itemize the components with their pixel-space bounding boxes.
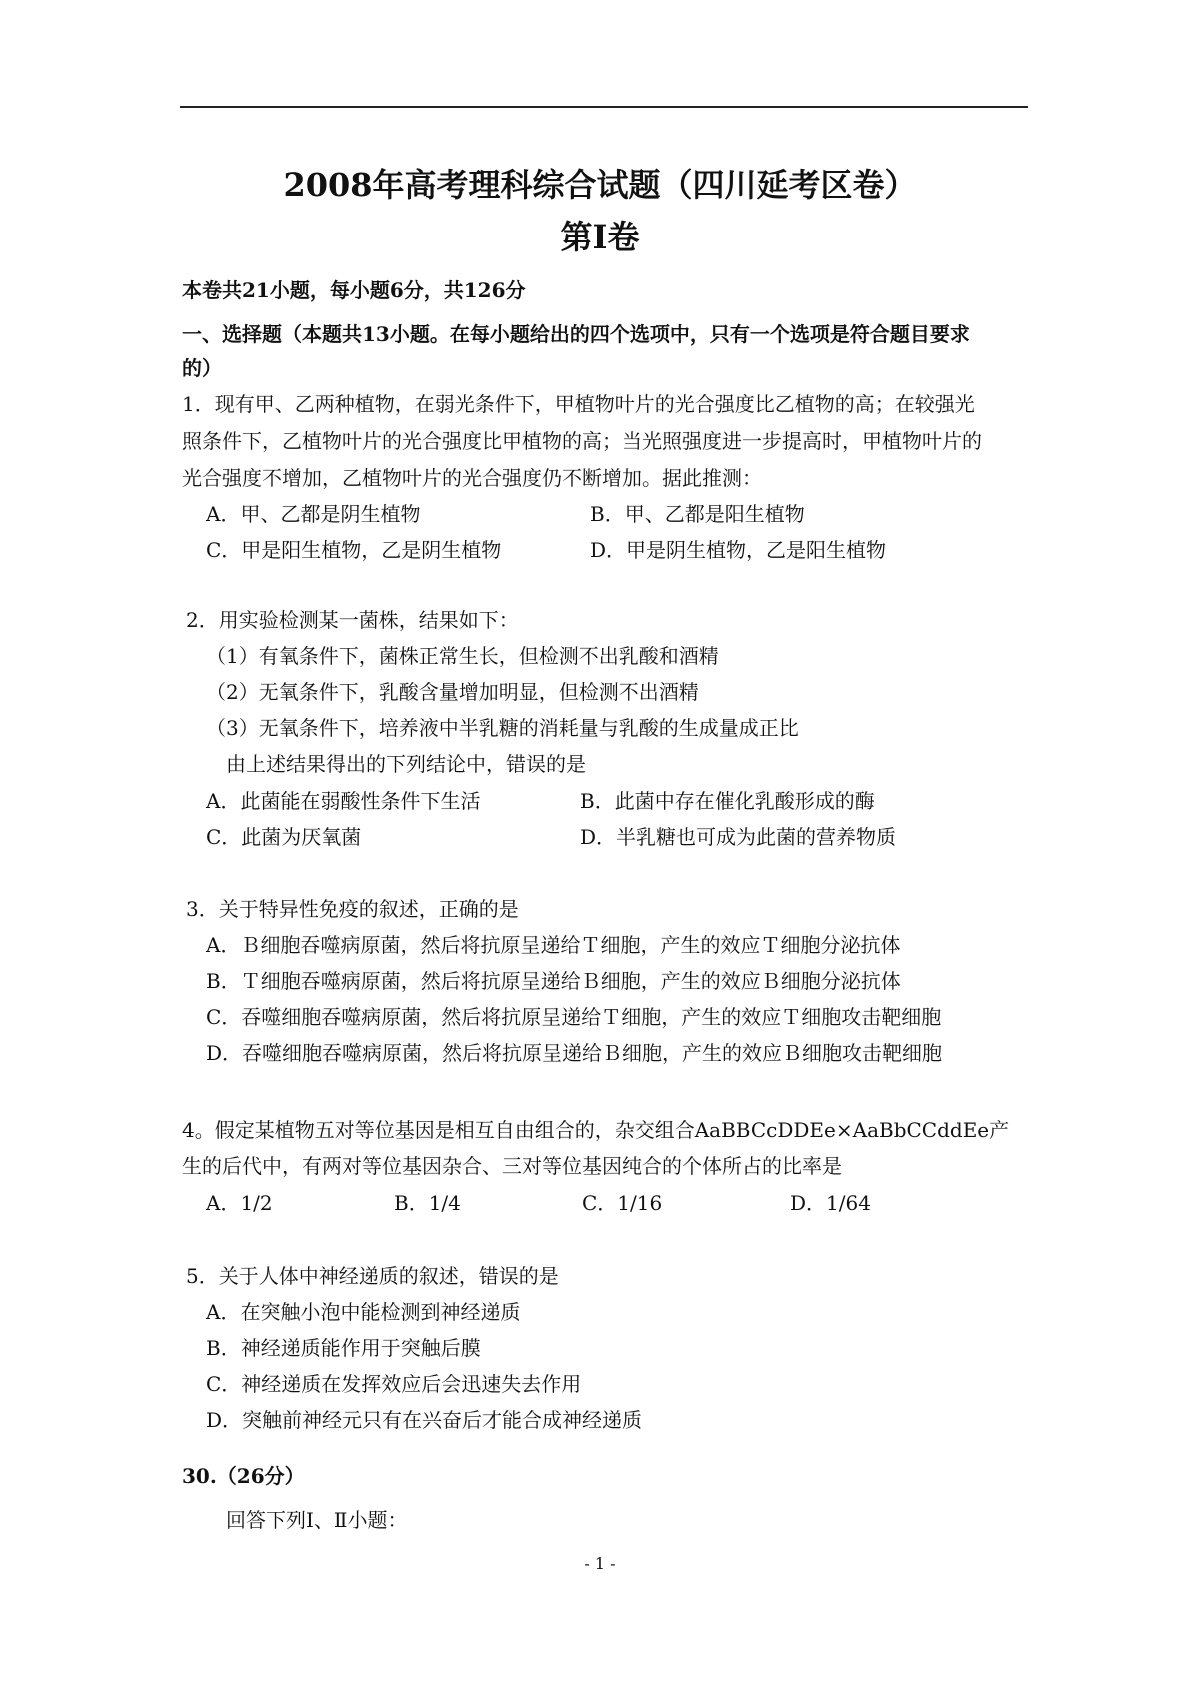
q2-condition-3: （3）无氧条件下，培养液中半乳糖的消耗量与乳酸的生成量成正比 bbox=[206, 716, 799, 740]
q5-option-a: A．在突触小泡中能检测到神经递质 bbox=[206, 1300, 521, 1324]
q3-stem: 3．关于特异性免疫的叙述，正确的是 bbox=[186, 897, 519, 921]
q1-option-b: B．甲、乙都是阳生植物 bbox=[590, 502, 805, 526]
q3-option-a: A．Ｂ细胞吞噬病原菌，然后将抗原呈递给Ｔ细胞，产生的效应Ｔ细胞分泌抗体 bbox=[206, 933, 901, 957]
q3-option-d: D．吞噬细胞吞噬病原菌，然后将抗原呈递给Ｂ细胞，产生的效应Ｂ细胞攻击靶细胞 bbox=[206, 1041, 943, 1065]
q1-stem-line1: 1．现有甲、乙两种植物，在弱光条件下，甲植物叶片的光合强度比乙植物的高；在较强光 bbox=[182, 392, 975, 416]
q1-option-d: D．甲是阴生植物，乙是阳生植物 bbox=[590, 538, 887, 562]
q5-option-b: B．神经递质能作用于突触后膜 bbox=[206, 1336, 481, 1360]
volume-title: 第Ⅰ卷 bbox=[560, 218, 640, 256]
q2-option-b: B．此菌中存在催化乳酸形成的酶 bbox=[580, 789, 875, 813]
q4-option-a: A．1/2 bbox=[206, 1191, 273, 1215]
q1-option-c: C．甲是阳生植物，乙是阴生植物 bbox=[206, 538, 502, 562]
q2-option-d: D．半乳糖也可成为此菌的营养物质 bbox=[580, 825, 897, 849]
q5-stem: 5．关于人体中神经递质的叙述，错误的是 bbox=[186, 1264, 559, 1288]
q5-option-c: C．神经递质在发挥效应后会迅速失去作用 bbox=[206, 1372, 582, 1396]
q5-option-d: D．突触前神经元只有在兴奋后才能合成神经递质 bbox=[206, 1408, 643, 1432]
q2-option-c: C．此菌为厌氧菌 bbox=[206, 825, 362, 849]
q4-option-c: C．1/16 bbox=[582, 1191, 663, 1215]
q2-condition-2: （2）无氧条件下，乳酸含量增加明显，但检测不出酒精 bbox=[206, 680, 699, 704]
q30-instruction: 回答下列Ⅰ、Ⅱ小题： bbox=[226, 1508, 408, 1532]
q4-stem-line1: 4。假定某植物五对等位基因是相互自由组合的，杂交组合AaBBCcDDEe×AaBbCCddEe产 bbox=[182, 1118, 1010, 1142]
section-heading-line1: 一、选择题（本题共13小题。在每小题给出的四个选项中，只有一个选项是符合题目要求 bbox=[182, 322, 970, 346]
q1-stem-line2: 照条件下，乙植物叶片的光合强度比甲植物的高；当光照强度进一步提高时，甲植物叶片的 bbox=[182, 429, 982, 453]
header-rule bbox=[180, 106, 1028, 108]
q2-stem: 2．用实验检测某一菌株，结果如下： bbox=[186, 608, 519, 632]
q4-option-d: D．1/64 bbox=[790, 1191, 871, 1215]
q2-option-a: A．此菌能在弱酸性条件下生活 bbox=[206, 789, 481, 813]
q30-heading: 30.（26分） bbox=[182, 1464, 305, 1488]
q3-option-c: C．吞噬细胞吞噬病原菌，然后将抗原呈递给Ｔ细胞，产生的效应Ｔ细胞攻击靶细胞 bbox=[206, 1005, 942, 1029]
exam-title: 2008年高考理科综合试题（四川延考区卷） bbox=[283, 166, 917, 204]
q3-option-b: B．Ｔ细胞吞噬病原菌，然后将抗原呈递给Ｂ细胞，产生的效应Ｂ细胞分泌抗体 bbox=[206, 969, 901, 993]
q2-question: 由上述结果得出的下列结论中，错误的是 bbox=[226, 752, 586, 776]
q2-condition-1: （1）有氧条件下，菌株正常生长，但检测不出乳酸和酒精 bbox=[206, 644, 719, 668]
q1-option-a: A．甲、乙都是阴生植物 bbox=[206, 502, 421, 526]
section-heading-line2: 的） bbox=[182, 356, 222, 380]
q4-stem-line2: 生的后代中，有两对等位基因杂合、三对等位基因纯合的个体所占的比率是 bbox=[182, 1154, 842, 1178]
q1-stem-line3: 光合强度不增加，乙植物叶片的光合强度仍不断增加。据此推测： bbox=[182, 466, 762, 490]
q4-option-b: B．1/4 bbox=[394, 1191, 461, 1215]
page-number: - 1 - bbox=[584, 1554, 616, 1573]
volume-intro: 本卷共21小题，每小题6分，共126分 bbox=[182, 278, 526, 302]
